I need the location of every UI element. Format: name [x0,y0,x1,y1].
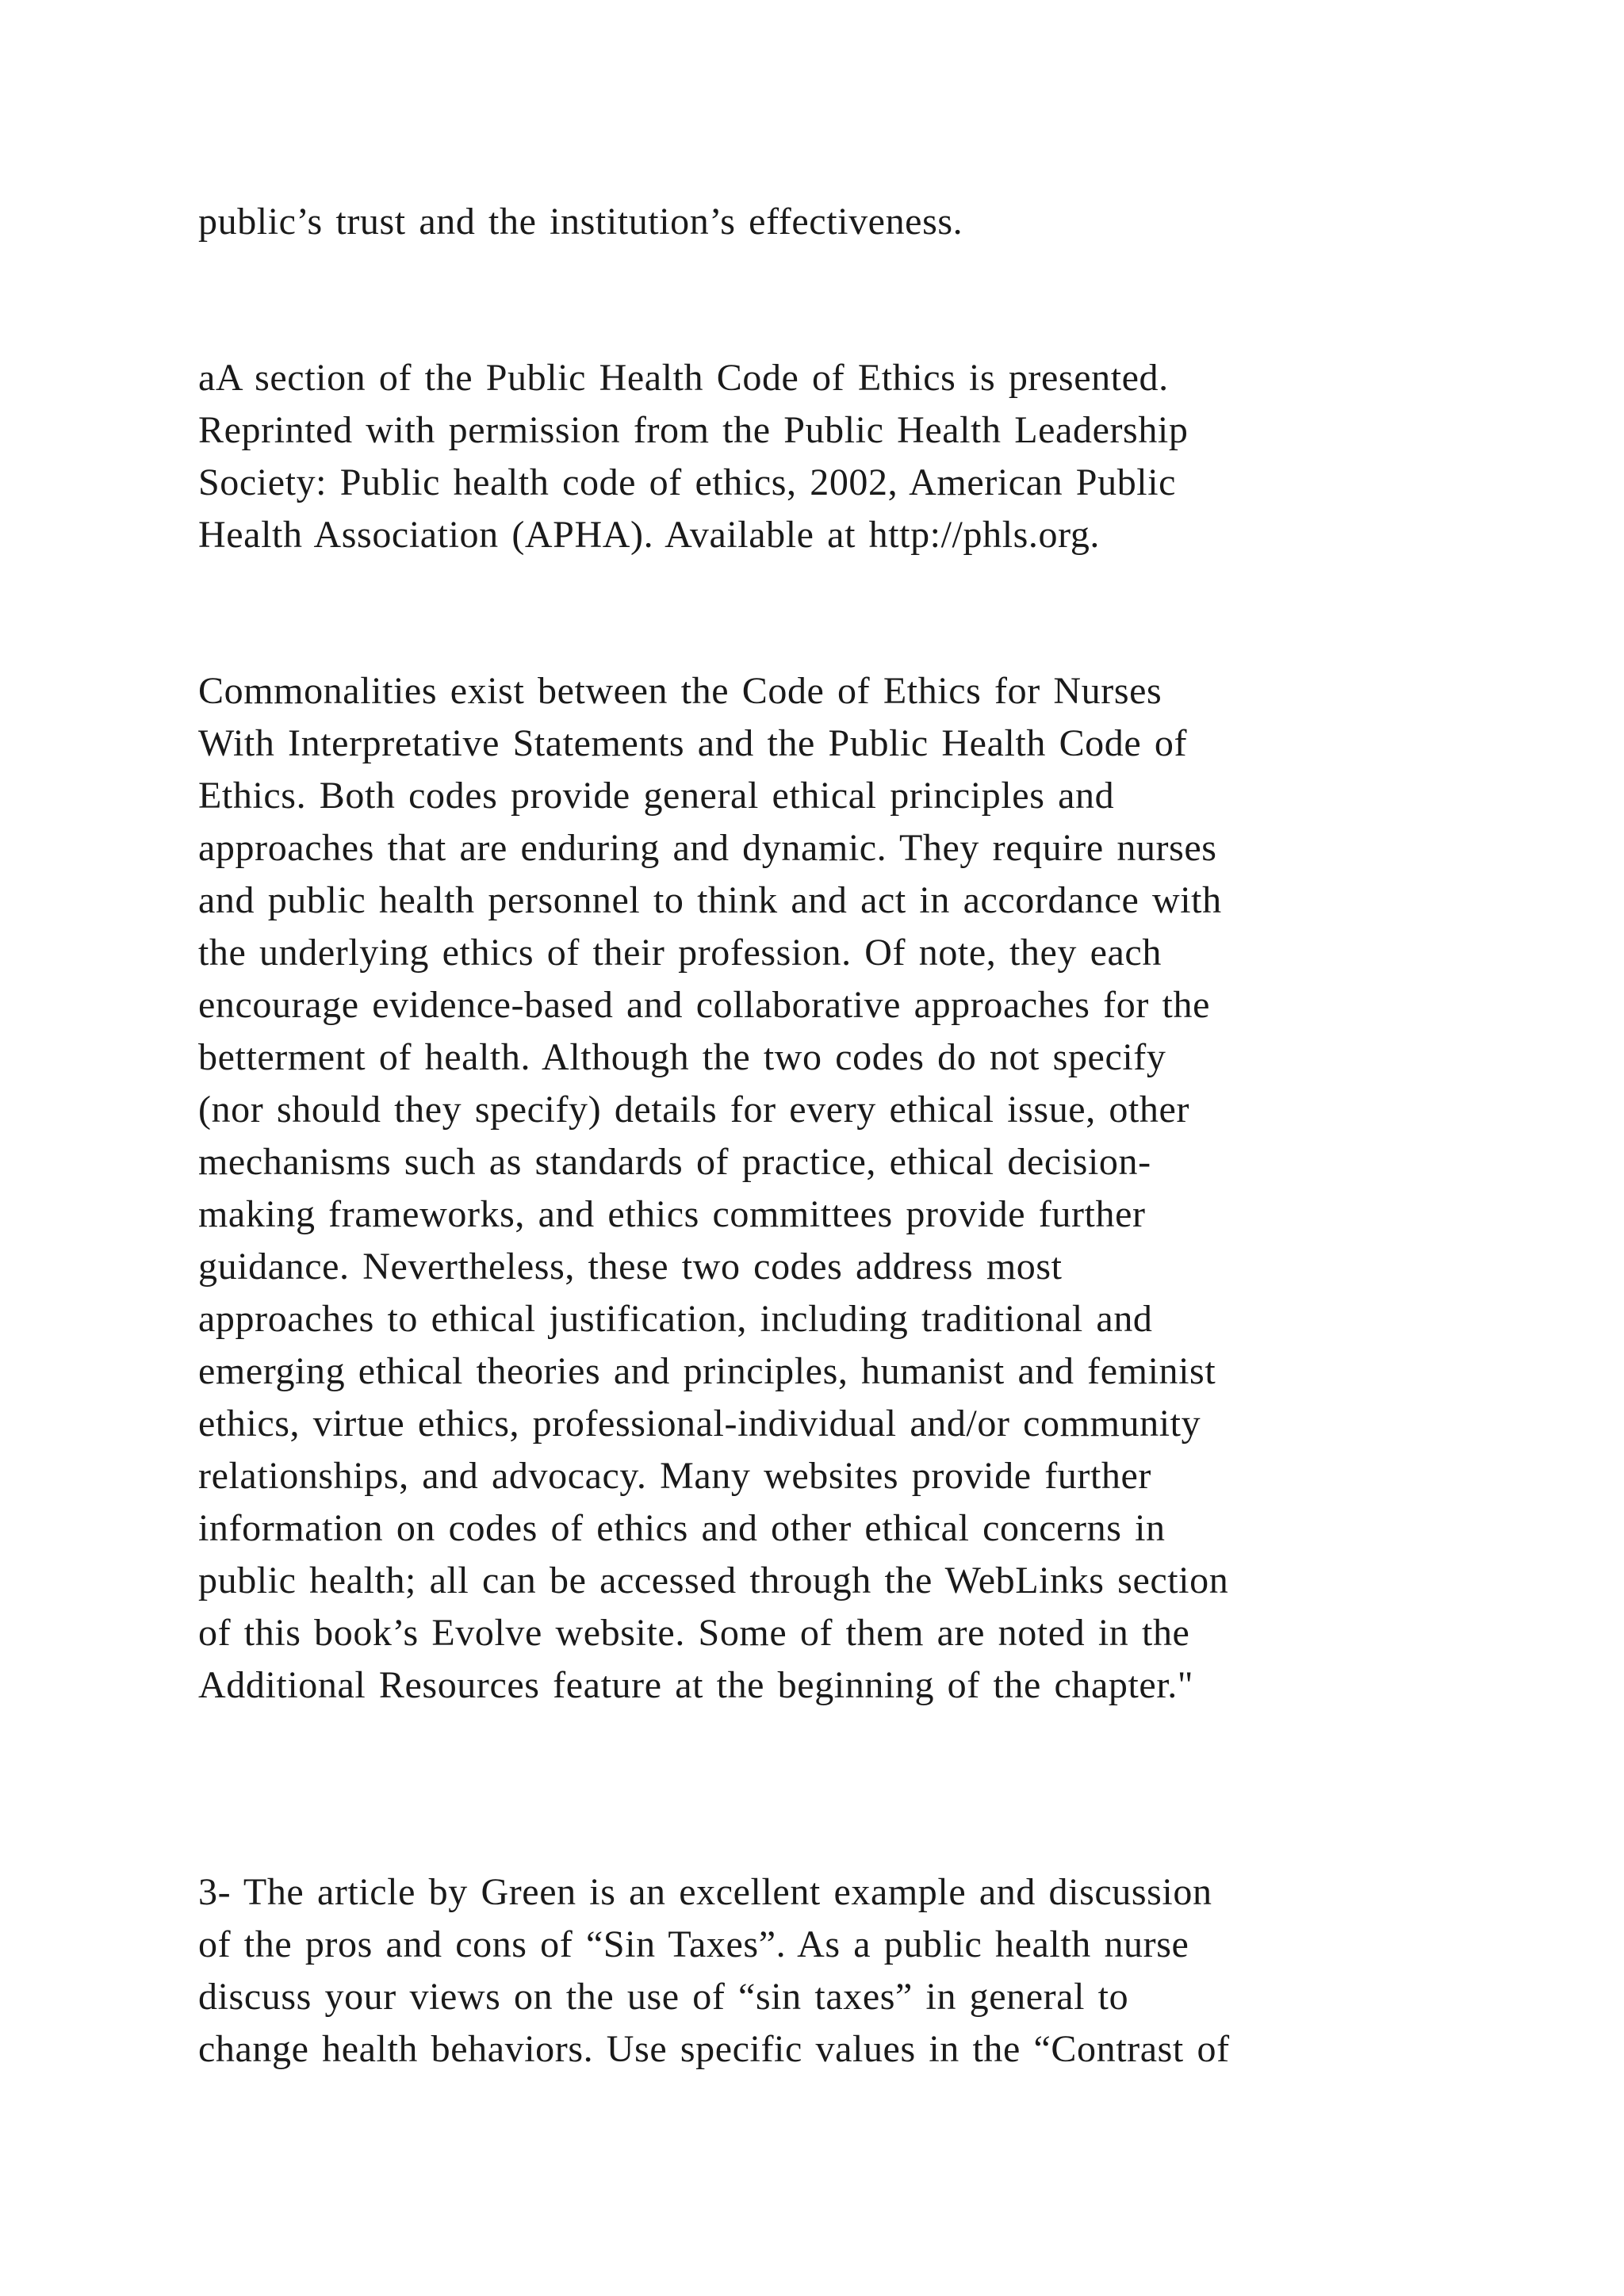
text-line: relationships, and advocacy. Many websites provide further [198,1455,1152,1497]
paragraph-commonalities [198,665,1228,1712]
text-line: betterment of health. Although the two codes do not specify [198,1036,1166,1078]
text-line: emerging ethical theories and principles, humanist and feminist [198,1350,1216,1392]
paragraph-code-of-ethics-citation [198,352,1188,561]
text-line: of the pros and cons of “Sin Taxes”. As a public health nurse [198,1923,1189,1965]
text-line: mechanisms such as standards of practice, ethical decision- [198,1141,1151,1183]
text-line: change health behaviors. Use specific values in the “Contrast of [198,2028,1230,2070]
text-line: discuss your views on the use of “sin taxes” in general to [198,1976,1129,2018]
text-line: approaches to ethical justification, including traditional and [198,1298,1153,1340]
text-line: Health Association (APHA). Available at http://phls.org. [198,514,1101,556]
text-line: Commonalities exist between the Code of Ethics for Nurses [198,670,1162,712]
text-line: aA section of the Public Health Code of Ethics is presented. [198,357,1169,399]
text-line: Additional Resources feature at the beginning of the chapter." [198,1664,1194,1706]
text-line: public’s trust and the institution’s effectiveness. [198,201,963,243]
text-line: of this book’s Evolve website. Some of them are noted in the [198,1612,1190,1654]
paragraph-question-3 [198,1866,1230,2076]
text-line: information on codes of ethics and other ethical concerns in [198,1507,1166,1549]
text-line: 3- The article by Green is an excellent example and discussion [198,1871,1212,1913]
text-line: making frameworks, and ethics committees provide further [198,1193,1146,1235]
text-line: guidance. Nevertheless, these two codes address most [198,1246,1063,1288]
text-line: approaches that are enduring and dynamic. They require nurses [198,827,1217,869]
text-line: Ethics. Both codes provide general ethical principles and [198,775,1115,817]
text-line: Society: Public health code of ethics, 2002, American Public [198,461,1177,503]
text-line: (nor should they specify) details for every ethical issue, other [198,1089,1190,1131]
text-line: and public health personnel to think and act in accordance with [198,879,1222,921]
paragraph-closing-sentence [198,196,963,248]
text-line: Reprinted with permission from the Public Health Leadership [198,409,1189,451]
text-line: encourage evidence-based and collaborative approaches for the [198,984,1210,1026]
text-line: the underlying ethics of their profession. Of note, they each [198,932,1162,974]
text-line: With Interpretative Statements and the Public Health Code of [198,722,1188,764]
text-line: public health; all can be accessed through the WebLinks section [198,1559,1229,1601]
text-line: ethics, virtue ethics, professional-individual and/or community [198,1402,1201,1445]
